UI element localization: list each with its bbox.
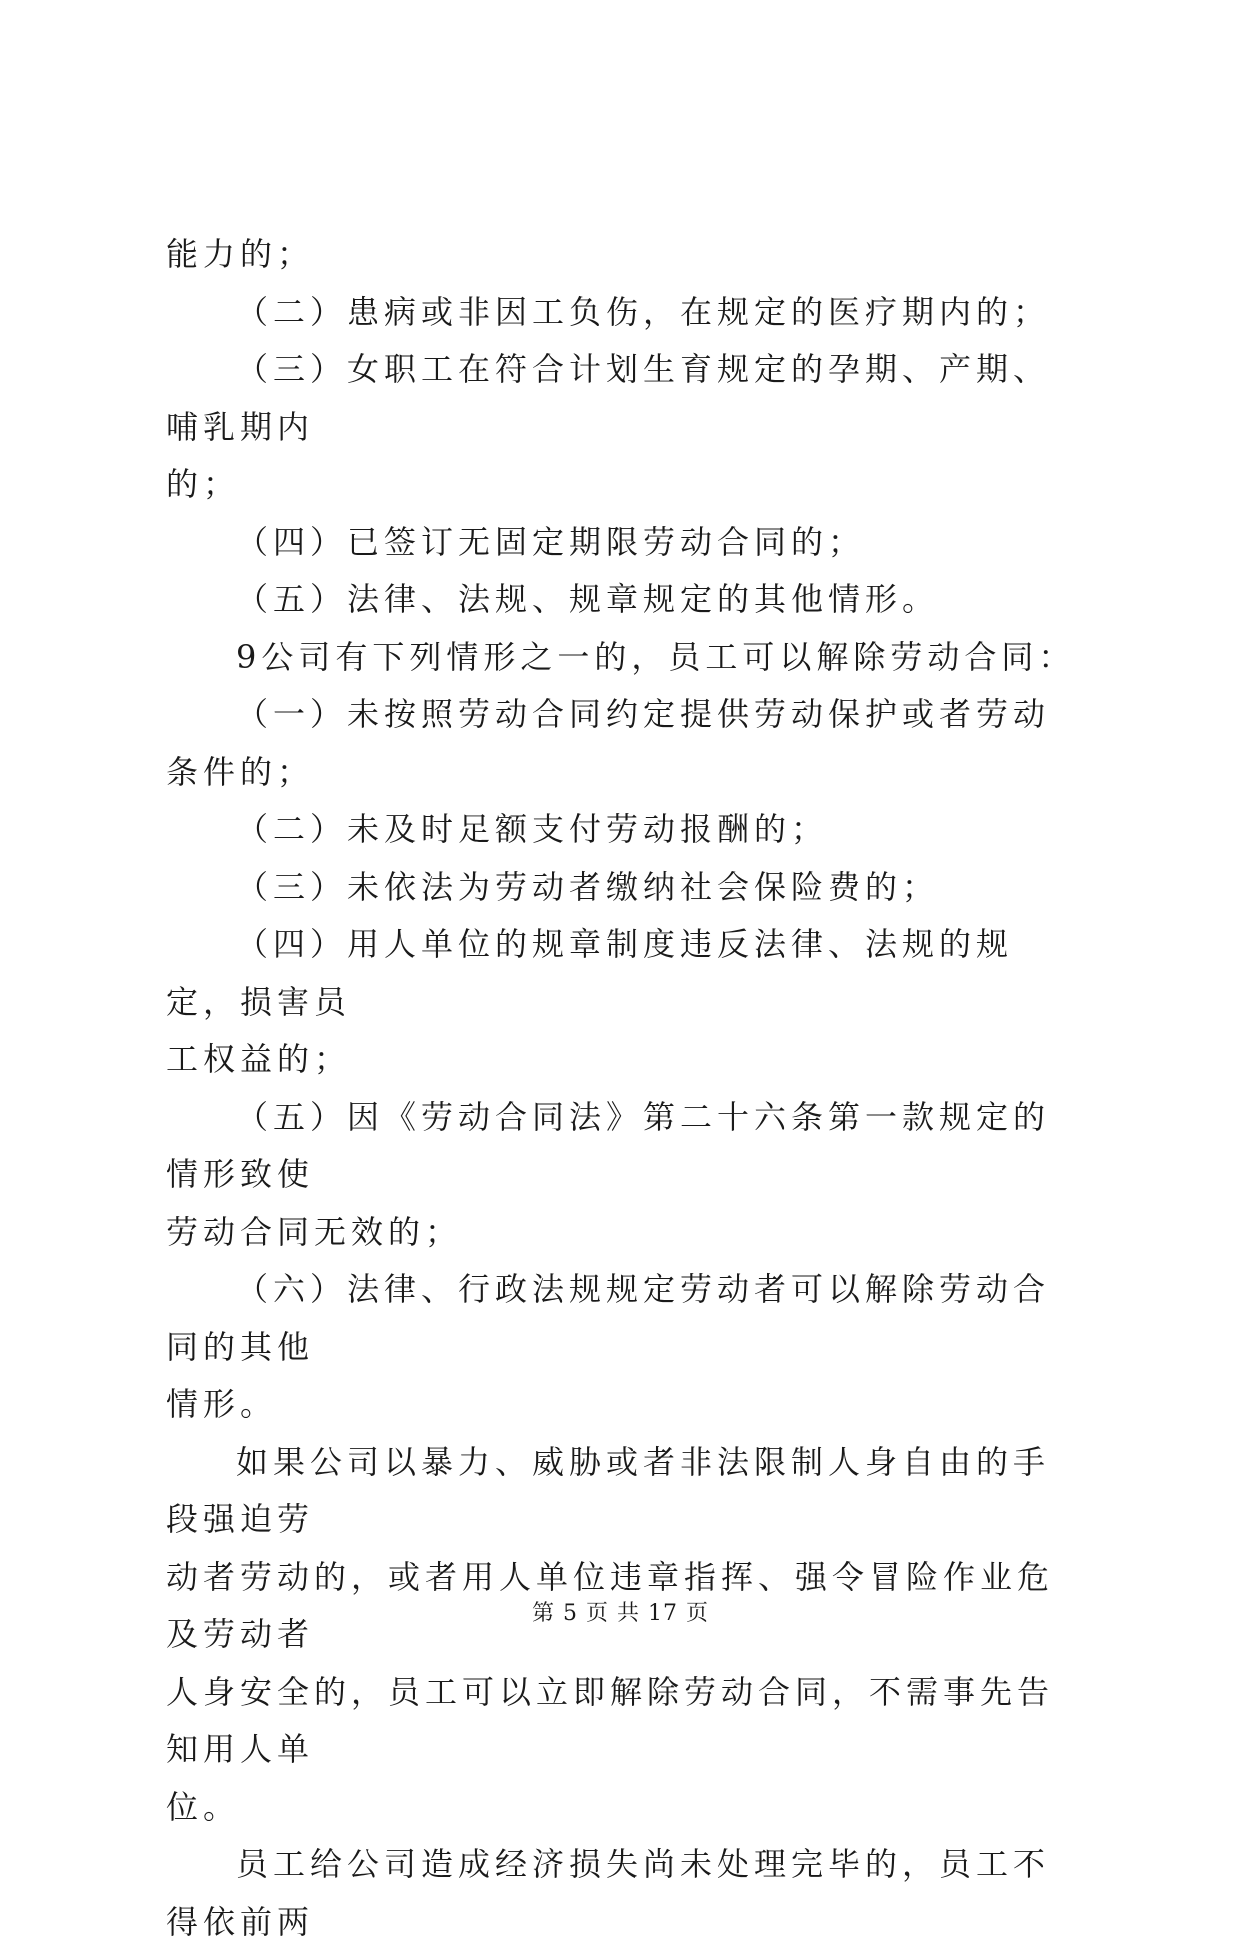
text-line: （二）患病或非因工负伤，在规定的医疗期内的； <box>236 292 1051 331</box>
text-line: （五）法律、法规、规章规定的其他情形。 <box>236 580 940 618</box>
text-line: 动者劳动的，或者用人单位违章指挥、强令冒险作业危及劳动者 <box>166 1557 1055 1653</box>
document-body <box>166 226 1086 1951</box>
text-line: 如果公司以暴力、威胁或者非法限制人身自由的手段强迫劳 <box>166 1442 1051 1538</box>
text-line: （三）女职工在符合计划生育规定的孕期、产期、哺乳期内 <box>166 350 1051 446</box>
text-line: 位。 <box>166 1787 241 1826</box>
text-line: 9公司有下列情形之一的，员工可以解除劳动合同： <box>236 637 1076 676</box>
text-line: 情形。 <box>166 1385 278 1423</box>
text-line: （三）未依法为劳动者缴纳社会保险费的； <box>236 867 940 906</box>
text-line: （二）未及时足额支付劳动报酬的； <box>236 810 829 848</box>
text-line: 的； <box>166 465 241 503</box>
text-line: 员工给公司造成经济损失尚未处理完毕的，员工不得依前两 <box>166 1845 1051 1941</box>
text-line: （四）已签订无固定期限劳动合同的； <box>236 522 866 561</box>
text-line: 人身安全的，员工可以立即解除劳动合同，不需事先告知用人单 <box>166 1672 1055 1768</box>
text-line: 劳动合同无效的； <box>166 1212 463 1251</box>
text-line: 工权益的； <box>166 1040 352 1078</box>
text-line: （六）法律、行政法规规定劳动者可以解除劳动合同的其他 <box>166 1270 1051 1366</box>
text-line: （四）用人单位的规章制度违反法律、法规的规定，损害员 <box>166 925 1014 1021</box>
page-number-footer: 第 5 页 共 17 页 <box>532 1601 709 1626</box>
text-line: 能力的； <box>166 235 315 273</box>
text-line: （五）因《劳动合同法》第二十六条第一款规定的情形致使 <box>166 1097 1051 1193</box>
text-line: （一）未按照劳动合同约定提供劳动保护或者劳动条件的； <box>166 695 1051 791</box>
